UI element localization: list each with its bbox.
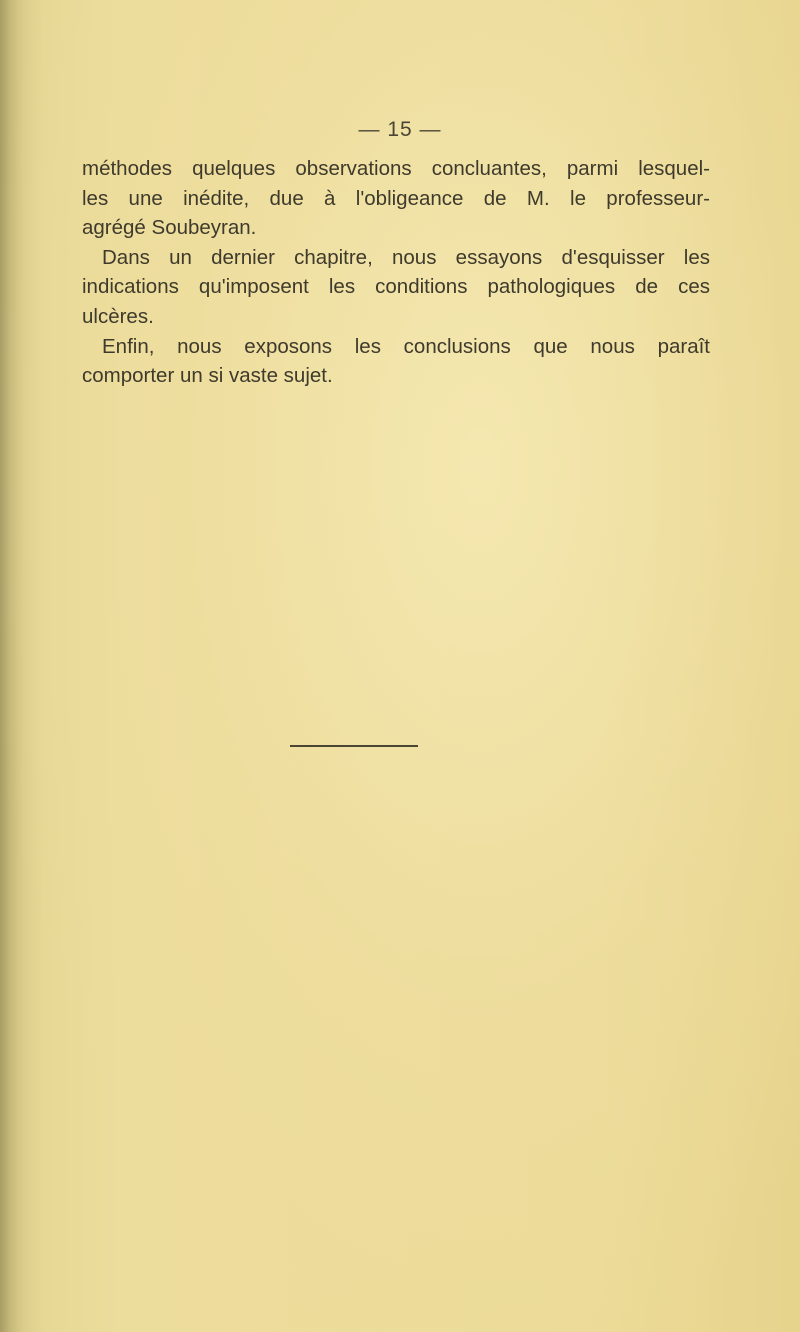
paragraph-2 [82,243,710,332]
paragraph-1 [82,154,710,243]
paragraph-3 [82,332,710,391]
text-line: méthodes quelques observations concluantes, parmi lesquel- [82,157,710,180]
text-line: agrégé Soubeyran. [82,216,257,240]
text-line: indications qu'imposent les conditions pathologiques de ces [82,275,710,299]
section-end-rule [290,745,418,747]
text-line: comporter un si vaste sujet. [82,364,333,388]
text-line: Enfin, nous exposons les conclusions que nous paraît [102,334,710,358]
text-line: les une inédite, due à l'obligeance de M. le professeur- [82,186,710,210]
body-text [82,154,710,391]
binding-edge-shadow [0,0,34,1332]
page-number: — 15 — [358,118,442,141]
text-line: Dans un dernier chapitre, nous essayons d'esquisser les [102,245,710,269]
text-line: ulcères. [82,304,154,328]
